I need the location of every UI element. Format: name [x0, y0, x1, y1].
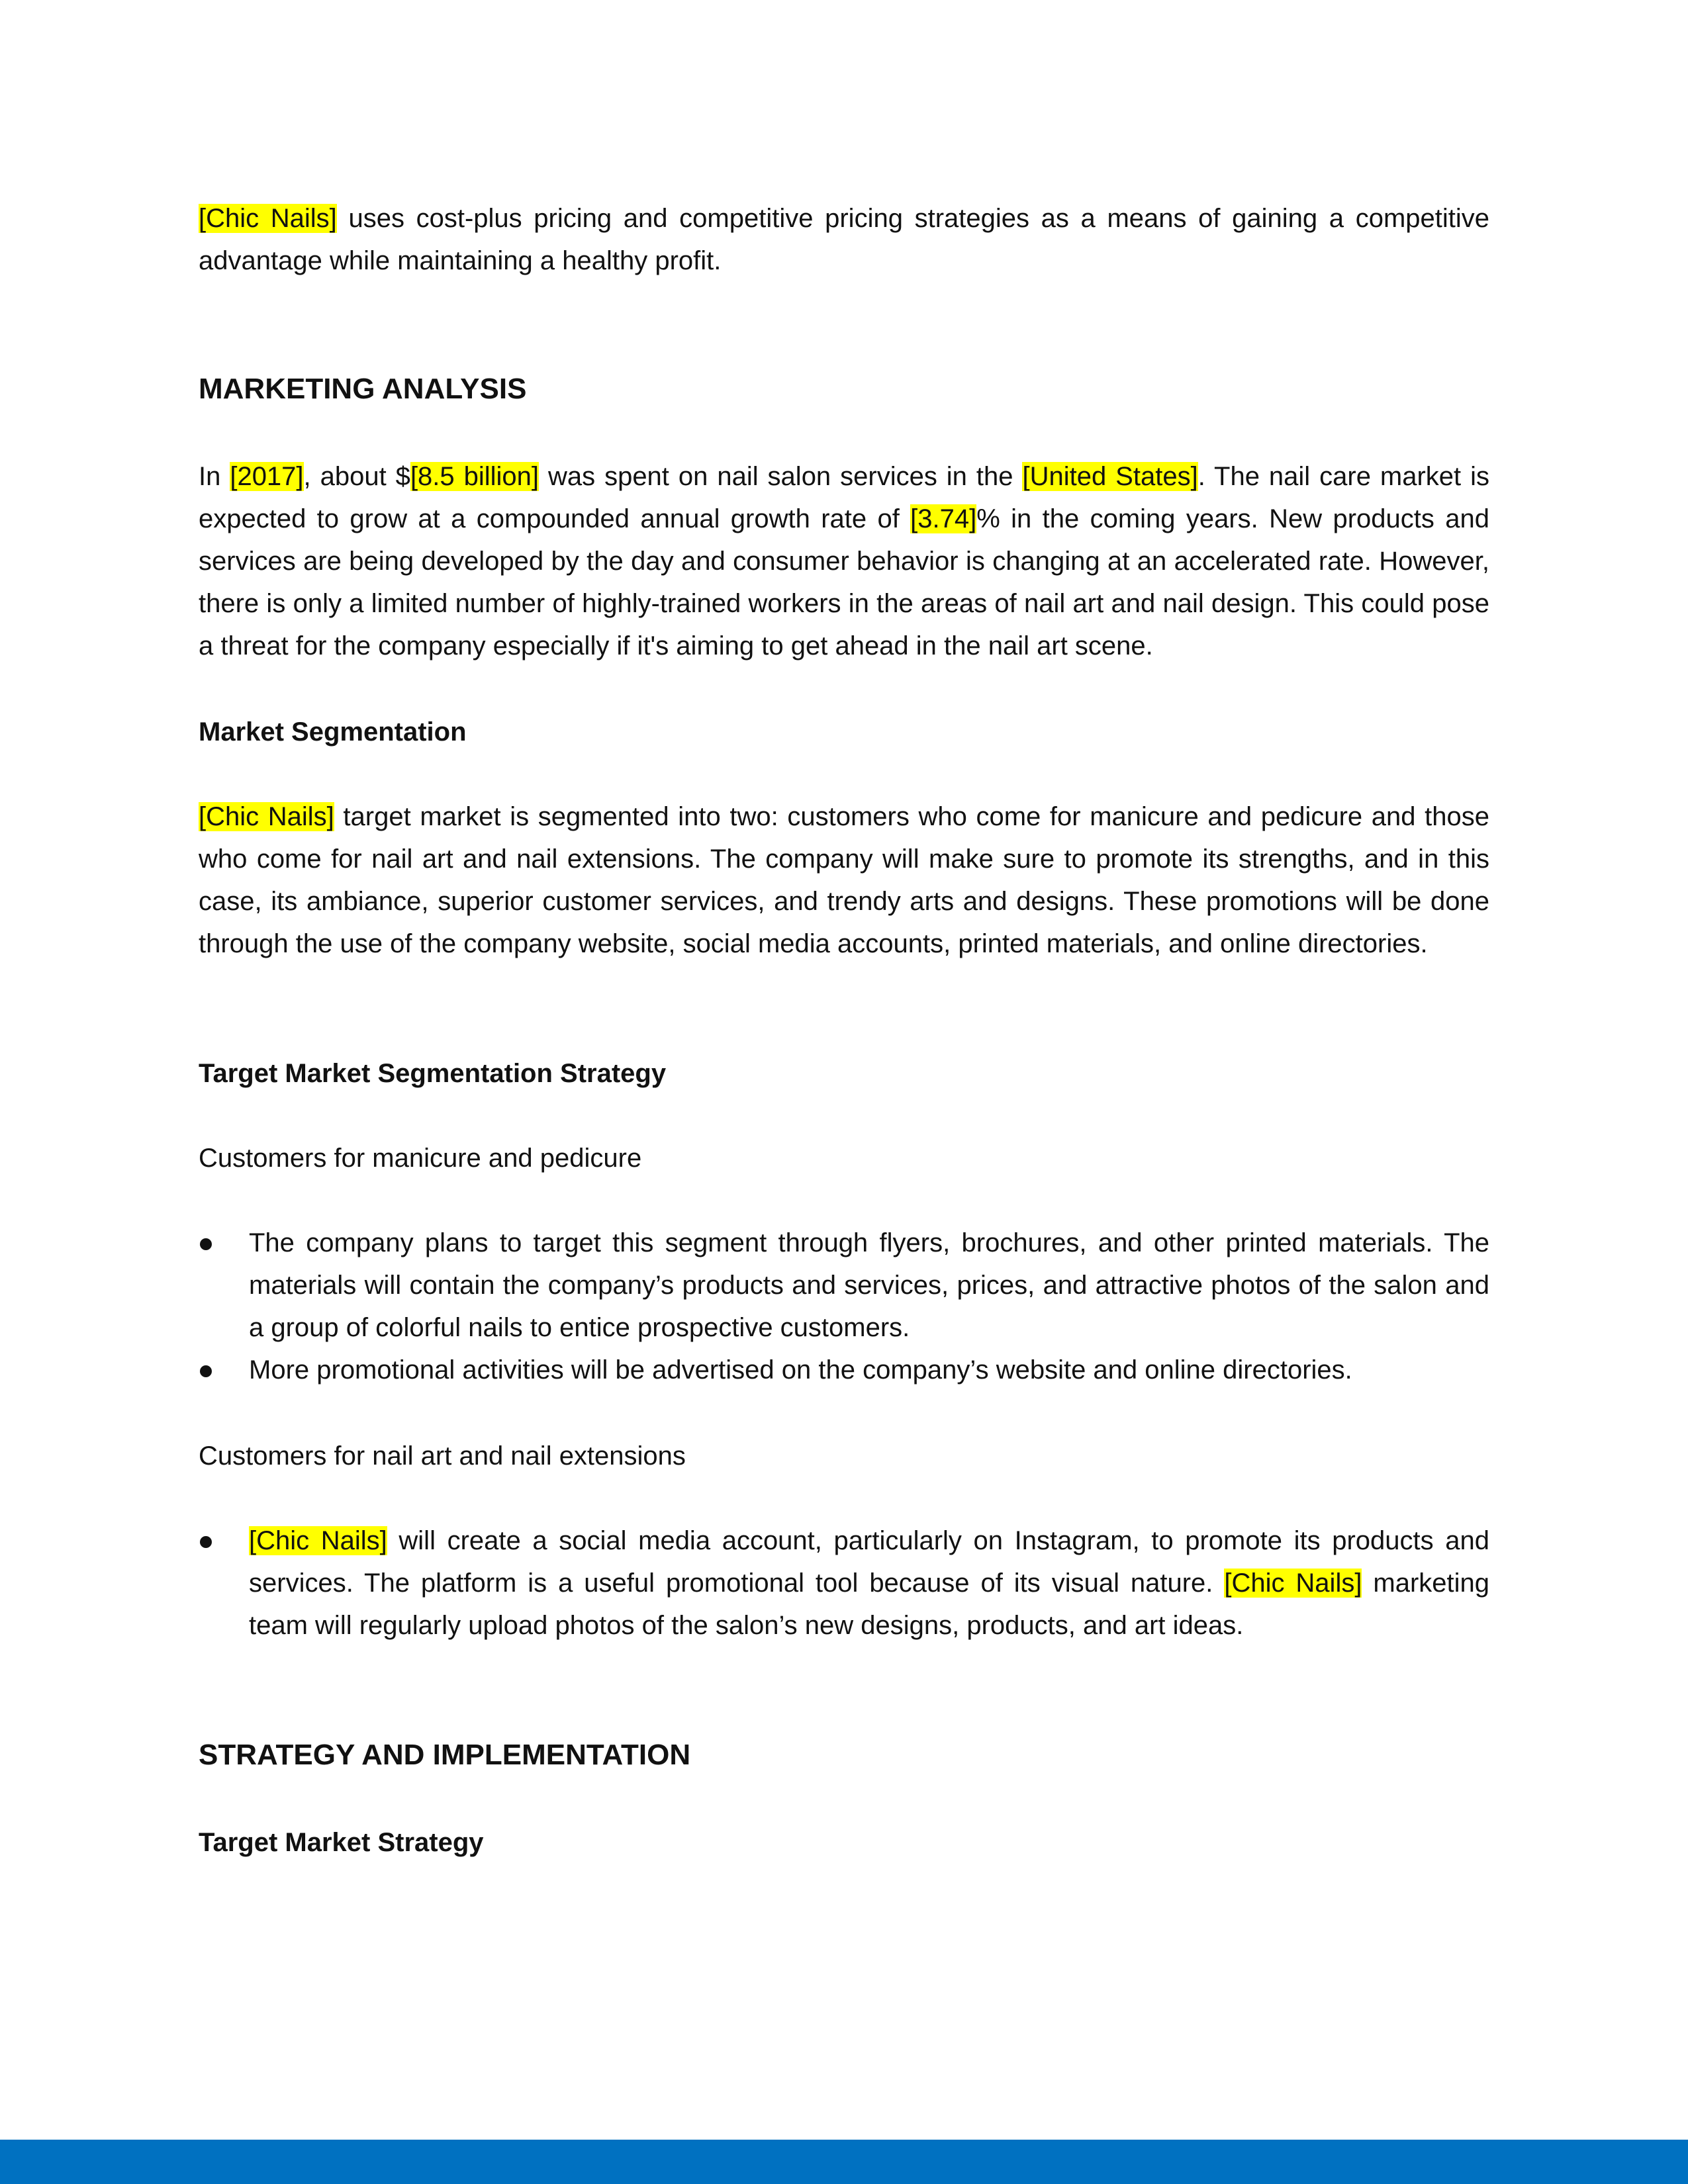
- company-placeholder: [Chic Nails]: [249, 1526, 387, 1555]
- list-item: [199, 1222, 1489, 1349]
- text-run: % in the coming years. New products and services are being developed by the day and consumer behavior is changing at an accelerated rate. However, there is only a limited number of highly-trained workers in the areas of nail art and nail design. This could pose a threat for the company especially if it's aiming to get ahead in the nail art scene.: [199, 504, 1489, 660]
- country-placeholder: [United States]: [1022, 462, 1198, 491]
- target-market-strategy-heading: Target Market Strategy: [199, 1828, 484, 1857]
- text-run: , about $: [303, 462, 410, 491]
- bullet-icon: [200, 1238, 212, 1250]
- segmentation-text: target market is segmented into two: customers who come for manicure and pedicure and those who come for nail art and nail extensions. The company will make sure to promote its strengths, and in this case, its ambiance, superior customer services, and trendy arts and designs. These promotions will be done through the use of the company website, social media accounts, printed materials, and online directories.: [199, 802, 1489, 958]
- marketing-analysis-paragraph: [199, 455, 1489, 667]
- segmentation-strategy-heading: Target Market Segmentation Strategy: [199, 1059, 667, 1088]
- footer-bar: [0, 2140, 1688, 2184]
- text-run: was spent on nail salon services in the: [539, 462, 1023, 491]
- segment-title-nail-art: Customers for nail art and nail extensions: [199, 1441, 686, 1471]
- marketing-analysis-heading: MARKETING ANALYSIS: [199, 373, 527, 405]
- nail-art-bullet-list: [199, 1520, 1489, 1647]
- market-segmentation-heading: Market Segmentation: [199, 717, 467, 747]
- manicure-pedicure-bullet-list: [199, 1222, 1489, 1391]
- company-placeholder: [Chic Nails]: [199, 802, 334, 831]
- text-run: In: [199, 462, 230, 491]
- intro-paragraph: [199, 197, 1489, 282]
- market-segmentation-paragraph: [199, 796, 1489, 965]
- list-item: [199, 1520, 1489, 1647]
- year-placeholder: [2017]: [230, 462, 304, 491]
- intro-text: uses cost-plus pricing and competitive pricing strategies as a means of gaining a competitive advantage while maintaining a healthy profit.: [199, 204, 1490, 275]
- bullet-text: marketing team will regularly upload photos of the salon’s new designs, products, and art ideas.: [249, 1569, 1490, 1640]
- company-placeholder: [Chic Nails]: [1224, 1569, 1362, 1598]
- amount-placeholder: [8.5 billion]: [410, 462, 539, 491]
- bullet-text: More promotional activities will be advertised on the company’s website and online directories.: [249, 1355, 1352, 1385]
- bullet-icon: [200, 1365, 212, 1377]
- bullet-text: will create a social media account, particularly on Instagram, to promote its products and services. The platform is a useful promotional tool because of its visual nature.: [249, 1526, 1489, 1598]
- bullet-icon: [200, 1536, 212, 1548]
- text-run: . The nail care market is expected to grow at a compounded annual growth rate of: [199, 462, 1490, 533]
- list-item: [199, 1349, 1489, 1391]
- segment-title-manicure-pedicure: Customers for manicure and pedicure: [199, 1144, 642, 1173]
- strategy-implementation-heading: STRATEGY AND IMPLEMENTATION: [199, 1739, 691, 1771]
- company-placeholder: [Chic Nails]: [199, 204, 337, 233]
- bullet-text: The company plans to target this segment through flyers, brochures, and other printed materials. The materials will contain the company’s products and services, prices, and attractive photos of the salon and a group of colorful nails to entice prospective customers.: [249, 1228, 1489, 1342]
- growth-rate-placeholder: [3.74]: [910, 504, 977, 533]
